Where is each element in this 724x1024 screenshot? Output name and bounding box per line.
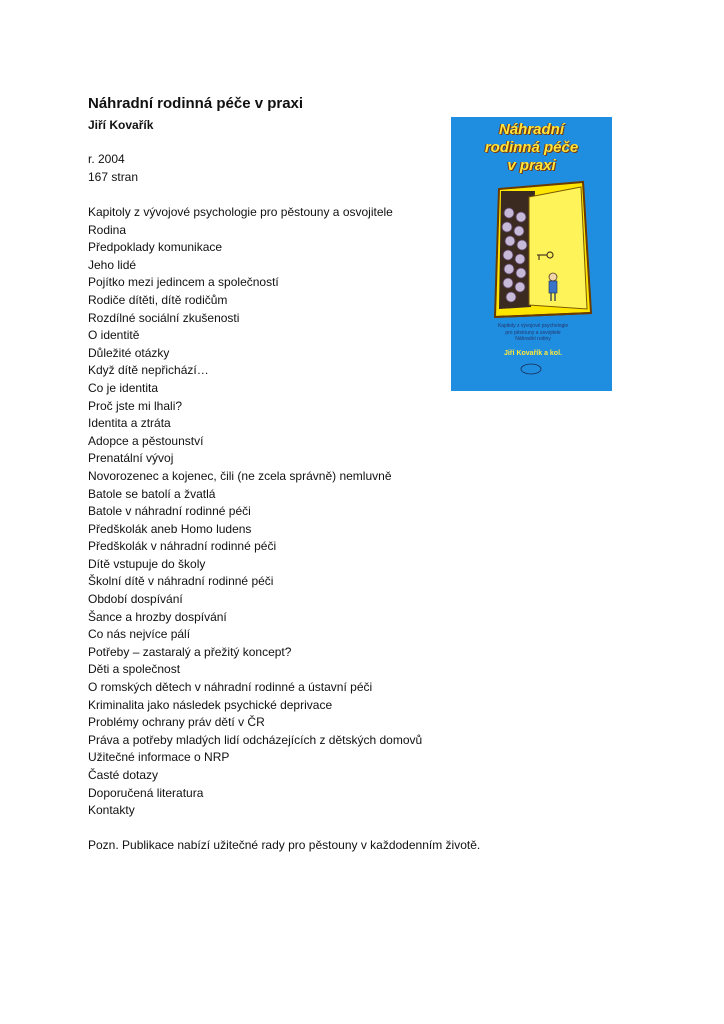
toc-item: Doporučená literatura xyxy=(88,785,204,800)
toc-item: Školní dítě v náhradní rodinné péči xyxy=(88,574,274,589)
cover-authors: Jiří Kovařík a kol. xyxy=(504,350,562,357)
toc-item: Užitečné informace o NRP xyxy=(88,750,230,765)
toc-item: Problémy ochrany práv dětí v ČR xyxy=(88,715,265,730)
table-of-contents xyxy=(88,204,422,820)
toc-item: Dítě vstupuje do školy xyxy=(88,556,206,571)
book-meta xyxy=(88,151,138,186)
book-author: Jiří Kovařík xyxy=(88,118,154,132)
toc-item: Práva a potřeby mladých lidí odcházejících z dětských domovů xyxy=(88,732,423,747)
toc-item: Předškolák v náhradní rodinné péči xyxy=(88,539,277,554)
toc-item: Předškolák aneb Homo ludens xyxy=(88,521,252,536)
cover-title-line-2: rodinná péče xyxy=(484,139,579,156)
cover-subtitle-line: pro pěstouny a osvojitele xyxy=(505,329,561,336)
toc-item: Šance a hrozby dospívání xyxy=(88,609,227,624)
toc-item: Rozdílné sociální zkušenosti xyxy=(88,310,240,325)
toc-item: Prenatální vývoj xyxy=(88,451,174,466)
publication-note: Pozn. Publikace nabízí užitečné rady pro pěstouny v každodenním životě. xyxy=(88,838,481,852)
toc-item: Kontakty xyxy=(88,803,135,818)
cover-subtitle-line: Náhradní rodiny xyxy=(515,336,551,342)
toc-item: Co nás nejvíce pálí xyxy=(88,627,191,642)
cover-subtitle xyxy=(486,323,580,343)
cover-title-line-3: v praxi xyxy=(507,157,556,174)
open-door xyxy=(529,187,587,309)
toc-item: Proč jste mi lhali? xyxy=(88,398,183,413)
toc-item: Důležité otázky xyxy=(88,345,170,360)
toc-item: Batole v náhradní rodinné péči xyxy=(88,504,251,519)
toc-item: Potřeby – zastaralý a přežitý koncept? xyxy=(88,644,292,659)
cover-subtitle-line: Kapitoly z vývojové psychologie xyxy=(497,323,569,329)
toc-item: Když dítě nepřichází… xyxy=(88,363,209,378)
toc-item: Předpoklady komunikace xyxy=(88,240,223,255)
toc-item: O identitě xyxy=(88,328,140,343)
publisher-logo xyxy=(521,364,541,374)
publication-year: r. 2004 xyxy=(88,152,125,166)
toc-item: Kapitoly z vývojové psychologie pro pěstouny a osvojitele xyxy=(88,205,393,219)
toc-item: Kriminalita jako následek psychické deprivace xyxy=(88,697,333,712)
cover-title-line-1: Náhradní xyxy=(498,121,564,138)
toc-item: Jeho lidé xyxy=(88,257,137,272)
toc-item: Období dospívání xyxy=(88,592,183,607)
toc-item: Děti a společnost xyxy=(88,662,181,677)
toc-item: Co je identita xyxy=(88,380,159,395)
toc-item: Časté dotazy xyxy=(88,768,159,782)
toc-item: Batole se batolí a žvatlá xyxy=(88,486,216,501)
toc-item: Adopce a pěstounství xyxy=(88,433,204,448)
toc-item: Identita a ztráta xyxy=(88,416,171,431)
toc-item: Novorozenec a kojenec, čili (ne zcela správně) nemluvně xyxy=(88,468,392,483)
book-cover-image xyxy=(451,117,612,391)
book-title: Náhradní rodinná péče v praxi xyxy=(88,95,304,112)
toc-item: O romských dětech v náhradní rodinné a ústavní péči xyxy=(88,680,373,695)
toc-item: Rodiče dítěti, dítě rodičům xyxy=(88,292,228,307)
toc-item: Rodina xyxy=(88,222,127,237)
page-count: 167 stran xyxy=(88,169,139,184)
toc-item: Pojítko mezi jedincem a společností xyxy=(88,275,279,290)
